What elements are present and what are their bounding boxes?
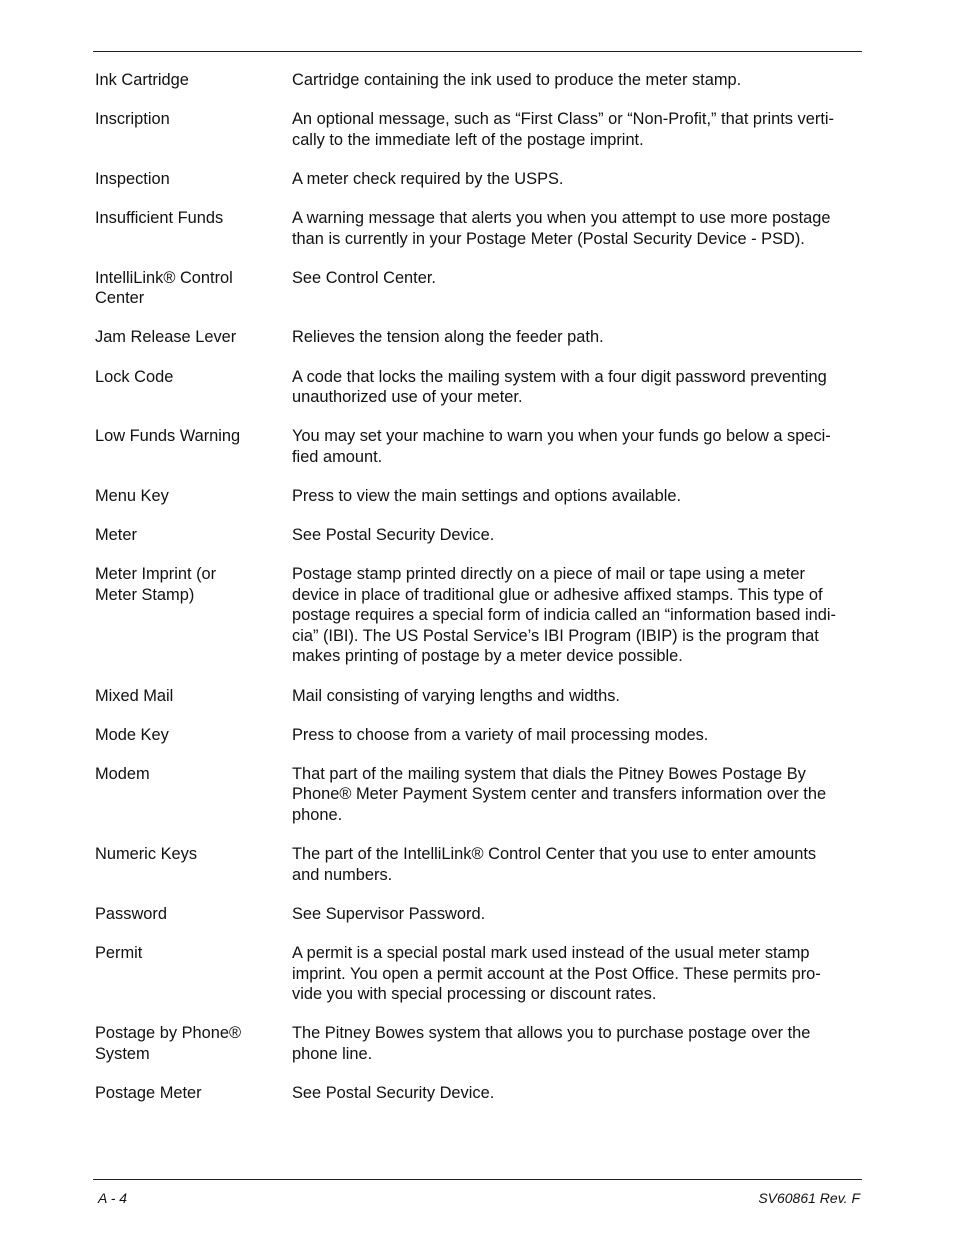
glossary-entry <box>95 367 862 408</box>
glossary-entry <box>95 686 862 707</box>
glossary-term: Postage Meter <box>95 1083 202 1102</box>
header-rule <box>93 51 862 52</box>
glossary-definition: A meter check required by the USPS. <box>292 169 564 188</box>
glossary-definition: An optional message, such as “First Class” or “Non-Profit,” that prints verti- cally to the immediate left of the postage imprint. <box>292 110 834 149</box>
glossary-entry <box>95 486 862 507</box>
glossary-term: Inspection <box>95 169 170 188</box>
glossary-definition: You may set your machine to warn you when your funds go below a speci- fied amount. <box>292 427 831 466</box>
glossary-definition: Press to choose from a variety of mail processing modes. <box>292 725 709 744</box>
glossary-term: Numeric Keys <box>95 845 198 864</box>
glossary-entry <box>95 426 862 467</box>
glossary-definition: A permit is a special postal mark used instead of the usual meter stamp imprint. You open a permit account at the Post Office. These permits pro- vide you with special processing or discount rates. <box>292 944 821 1003</box>
glossary-entry <box>95 109 862 150</box>
glossary-entry <box>95 1023 862 1064</box>
glossary-entry <box>95 943 862 1005</box>
glossary-definition: The Pitney Bowes system that allows you to purchase postage over the phone line. <box>292 1024 811 1063</box>
glossary-definition: Press to view the main settings and options available. <box>292 487 682 505</box>
glossary-term: Insufficient Funds <box>95 209 224 228</box>
document-id: SV60861 Rev. F <box>758 1190 860 1206</box>
glossary-definition: A warning message that alerts you when you attempt to use more postage than is currently in your Postage Meter (Postal Security Device - PSD). <box>292 209 831 248</box>
glossary-term: Permit <box>95 944 143 962</box>
glossary-definition: See Control Center. <box>292 268 436 287</box>
glossary-term: Password <box>95 904 167 923</box>
glossary-definition: The part of the IntelliLink® Control Center that you use to enter amounts and numbers. <box>292 845 817 884</box>
glossary-term: Meter Imprint (or Meter Stamp) <box>95 565 217 604</box>
glossary-list <box>95 70 862 1122</box>
glossary-entry <box>95 70 862 91</box>
glossary-term: Postage by Phone® System <box>95 1024 242 1063</box>
glossary-entry <box>95 764 862 826</box>
glossary-entry <box>95 208 862 249</box>
glossary-entry <box>95 268 862 309</box>
glossary-entry <box>95 327 862 348</box>
glossary-entry <box>95 844 862 885</box>
glossary-term: Meter <box>95 526 137 545</box>
glossary-entry <box>95 904 862 925</box>
glossary-definition: See Supervisor Password. <box>292 904 486 923</box>
glossary-term: Mode Key <box>95 725 169 744</box>
glossary-definition: A code that locks the mailing system with a four digit password preventing unauthorized use of your meter. <box>292 367 827 407</box>
glossary-definition: See Postal Security Device. <box>292 1083 495 1102</box>
glossary-term: Low Funds Warning <box>95 427 241 446</box>
glossary-entry <box>95 1083 862 1104</box>
footer-rule <box>93 1179 862 1180</box>
glossary-term: Lock Code <box>95 367 174 386</box>
glossary-definition: Relieves the tension along the feeder path. <box>292 328 604 347</box>
glossary-term: IntelliLink® Control Center <box>95 268 233 308</box>
page-number: A - 4 <box>98 1190 128 1206</box>
glossary-term: Inscription <box>95 110 170 129</box>
glossary-definition: Cartridge containing the ink used to produce the meter stamp. <box>292 71 742 89</box>
glossary-term: Mixed Mail <box>95 686 174 705</box>
glossary-definition: Mail consisting of varying lengths and widths. <box>292 686 620 705</box>
glossary-term: Menu Key <box>95 487 169 505</box>
glossary-term: Modem <box>95 764 150 783</box>
glossary-entry <box>95 525 862 546</box>
glossary-entry <box>95 725 862 746</box>
glossary-term: Ink Cartridge <box>95 71 189 89</box>
glossary-term: Jam Release Lever <box>95 328 237 347</box>
glossary-entry <box>95 169 862 190</box>
glossary-definition: Postage stamp printed directly on a piece of mail or tape using a meter device in place of traditional glue or adhesive affixed stamps. This type of postage requires a special form of indicia called an “information based indi- cia” (IBI). The US Postal Service’s IBI Program (IBIP) is the program that makes printing of postage by a meter device possible. <box>292 565 836 666</box>
glossary-definition: That part of the mailing system that dials the Pitney Bowes Postage By Phone® Meter Payment System center and transfers information over the phone. <box>292 764 827 824</box>
glossary-definition: See Postal Security Device. <box>292 526 495 545</box>
glossary-entry <box>95 564 862 667</box>
